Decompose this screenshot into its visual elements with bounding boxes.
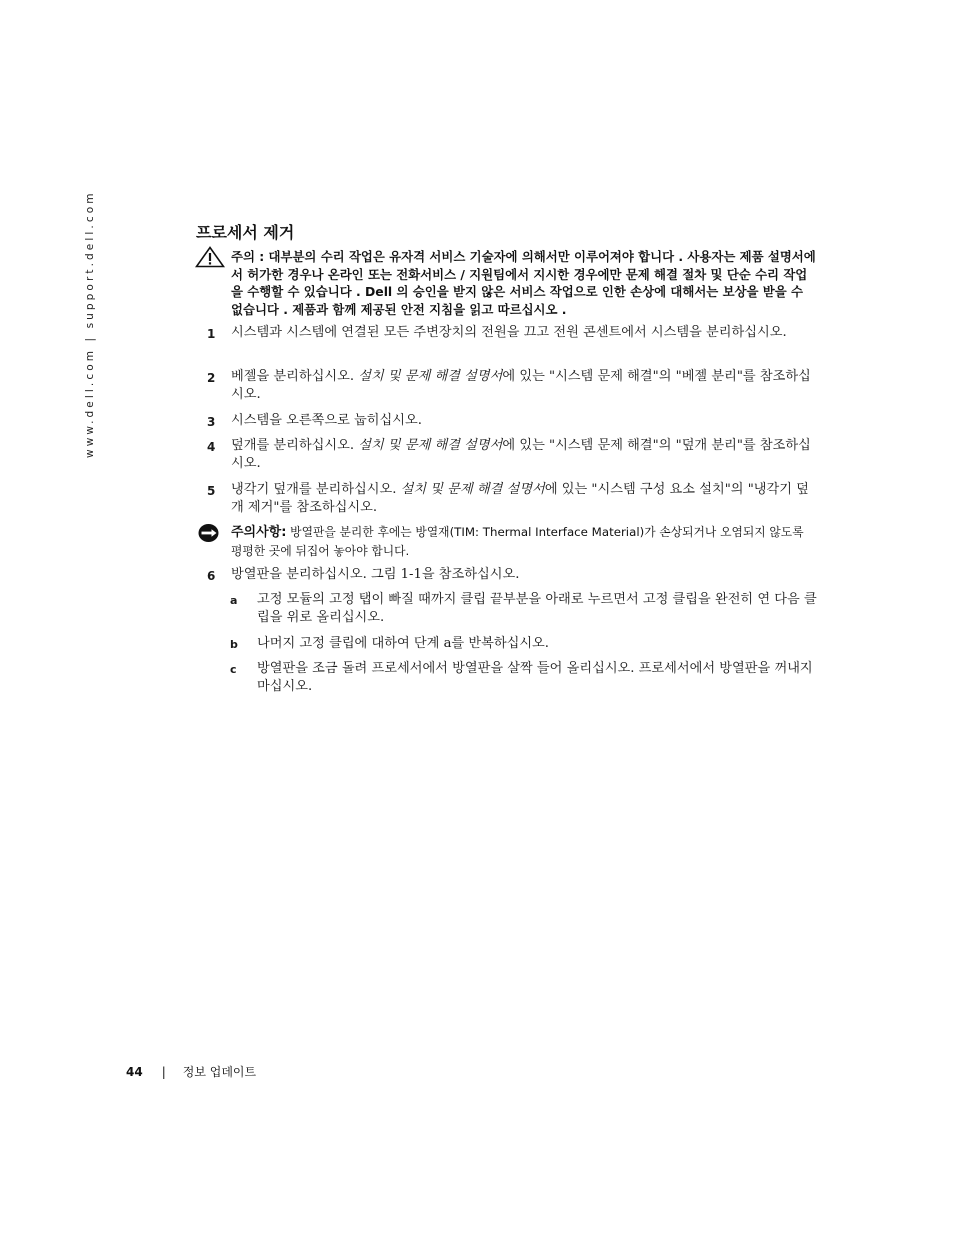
step-number: 6 bbox=[207, 569, 216, 583]
side-url[interactable]: www.dell.com | support.dell.com bbox=[84, 190, 96, 458]
step-3 bbox=[207, 412, 819, 430]
step-2 bbox=[207, 368, 819, 404]
substep-c bbox=[230, 660, 818, 696]
step-4 bbox=[207, 437, 819, 473]
substep-a bbox=[230, 591, 818, 627]
step-6 bbox=[207, 566, 819, 584]
step-number: 5 bbox=[207, 484, 216, 498]
step-text: 시스템과 시스템에 연결된 모든 주변장치의 전원을 끄고 전원 콘센트에서 시스템을 분리하십시오. bbox=[231, 325, 787, 340]
substep-b bbox=[230, 635, 818, 653]
section-title: 프로세서 제거 bbox=[196, 223, 295, 242]
substep-letter: c bbox=[230, 663, 237, 676]
step-text: 시스템을 오른쪽으로 눕히십시오. bbox=[231, 413, 422, 428]
warning-triangle-icon bbox=[195, 246, 225, 268]
step-5 bbox=[207, 481, 819, 517]
step-text: 덮개를 분리하십시오. 설치 및 문제 해결 설명서에 있는 "시스템 문제 해결"의 "덮개 분리"를 참조하십시오. bbox=[231, 438, 811, 471]
page-footer bbox=[126, 1063, 256, 1080]
caution-text: 주의 : 대부분의 수리 작업은 유자격 서비스 기술자에 의해서만 이루어져야 합니다 . 사용자는 제품 설명서에서 허가한 경우나 온라인 또는 전화서비스 / 지원팀에서 지시한 경우에만 문제 해결 절차 및 단순 수리 작업을 수행할 수 있습니다 . Dell 의 승인을 받지 않은 서비스 작업으로 인한 손상에 대해서는 보상을 받을 수 없습니다 . 제품과 함께 제공된 안전 지침을 읽고 따르십시오 . bbox=[231, 249, 816, 317]
manual-title: 설치 및 문제 해결 설명서 bbox=[358, 369, 503, 384]
substep-text: 방열판을 조금 돌려 프로세서에서 방열판을 살짝 들어 올리십시오. 프로세서에서 방열판을 꺼내지 마십시오. bbox=[257, 661, 813, 694]
step-1 bbox=[207, 324, 819, 342]
chapter-title: 정보 업데이트 bbox=[182, 1065, 257, 1079]
manual-title: 설치 및 문제 해결 설명서 bbox=[358, 438, 503, 453]
notice-lead: 주의사항: bbox=[231, 525, 287, 540]
step-text: 냉각기 덮개를 분리하십시오. 설치 및 문제 해결 설명서에 있는 "시스템 구성 요소 설치"의 "냉각기 덮개 제거"를 참조하십시오. bbox=[231, 482, 809, 515]
substep-text: 고정 모듈의 고정 탭이 빠질 때까지 클립 끝부분을 아래로 누르면서 고정 클립을 완전히 연 다음 클립을 위로 올리십시오. bbox=[257, 592, 817, 625]
substep-text: 나머지 고정 클립에 대하여 단계 a를 반복하십시오. bbox=[257, 636, 549, 651]
footer-separator: | bbox=[161, 1065, 166, 1079]
substep-letter: a bbox=[230, 594, 238, 607]
step-number: 1 bbox=[207, 327, 216, 341]
step-text: 방열판을 분리하십시오. 그림 1-1을 참조하십시오. bbox=[231, 567, 520, 582]
page-number: 44 bbox=[126, 1065, 143, 1079]
manual-title: 설치 및 문제 해결 설명서 bbox=[400, 482, 545, 497]
step-text: 베젤을 분리하십시오. 설치 및 문제 해결 설명서에 있는 "시스템 문제 해결"의 "베젤 분리"를 참조하십시오. bbox=[231, 369, 811, 402]
notice-text: 주의사항: 방열판을 분리한 후에는 방열재(TIM: Thermal Interface Material)가 손상되거나 오염되지 않도록 평평한 곳에 뒤집어 놓아야 합니다. bbox=[231, 525, 804, 558]
step-number: 2 bbox=[207, 371, 216, 385]
notice-hand-icon bbox=[198, 523, 220, 543]
step-number: 3 bbox=[207, 415, 216, 429]
substep-letter: b bbox=[230, 638, 238, 651]
step-number: 4 bbox=[207, 440, 216, 454]
